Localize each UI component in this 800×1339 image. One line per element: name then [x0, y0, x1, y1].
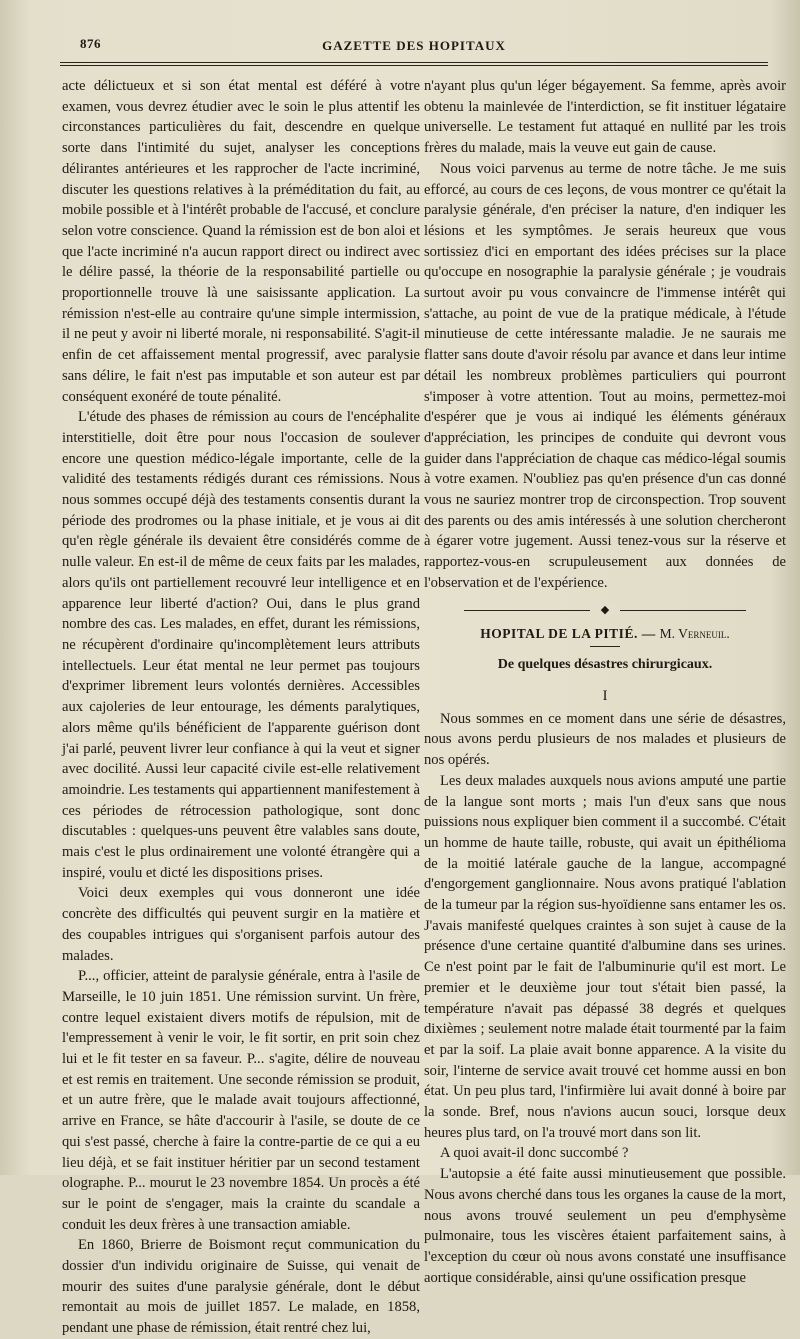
article-title: De quelques désastres chirurgicaux.: [497, 657, 713, 673]
left-column: [62, 76, 420, 1337]
header-rule: [60, 62, 768, 66]
hospital-name: HOPITAL DE LA PITIÉ. —: [480, 625, 656, 641]
page-number: 876: [80, 36, 101, 51]
page-header: [60, 28, 768, 64]
right-column: [424, 76, 786, 1286]
paragraph: n'ayant plus qu'un léger bégayement. Sa femme, après avoir obtenu la mainlevée de l'interdiction, se fit instituer légataire universelle. Le testament fut attaqué en nullité par les trois frères du malade, mais la veuve eut gain de cause.: [424, 78, 786, 157]
divider-ornament-icon: ◆: [590, 605, 620, 615]
paragraph: L'autopsie a été faite aussi minutieusement que possible. Nous avons cherché dans tous les organes la cause de la mort, nous avons trouvé seulement un peu d'emphysème pulmonaire, tous les viscères étaient parfaitement sains, à l'exception du cœur où nous avons constaté une insuffisance aortique considérable, ainsi qu'une ossification presque: [424, 1166, 786, 1286]
section-divider: [464, 604, 746, 618]
part-number: I: [602, 687, 608, 704]
short-rule: [590, 646, 620, 647]
paragraph: Les deux malades auxquels nous avions amputé une partie de la langue sont morts ; mais l'un d'eux sans que nous puissions nous expliquer bien comment il a succombé. C'était un homme de haute taille, robuste, qui avait un épithélioma de la moitié latérale gauche de la langue, accompagné d'engorgement ganglionnaire. Nous avons pratiqué l'ablation de la tumeur par la région sus-hyoïdienne sans entamer les os. J'avais manifesté quelques craintes à son sujet à cause de la présence d'une certaine quantité d'albumine dans ses urines. Ce n'est point par le fait de l'albuminurie qu'il est mort. Le premier et le deuxième jour tout s'était bien passé, la température n'avait pas dépassé 38 degrés et quelques dixièmes ; seulement notre malade était tourmenté par la faim et par la soif. La plaie avait bonne apparence. A la visite du soir, l'interne de service avait trouvé cet homme aussi en bon état. Un peu plus tard, l'infirmière lui avait donné à boire par la sonde. Bref, nous n'avions aucun souci, lorsque deux heures plus tard, on l'a trouvé mort dans son lit.: [424, 772, 786, 1141]
hospital-heading: [424, 624, 786, 645]
paragraph: Nous voici parvenus au terme de notre tâche. Je me suis efforcé, au cours de ces leçons, de vous montrer ce qu'était la paralysie générale, d'en préciser la nature, d'en indiquer les lésions et les symptômes. Je serais heureux que vous sortissiez d'ici en emportant des idées précises sur la place qu'occupe en nosographie la paralysie générale ; je voudrais surtout avoir pu vous convaincre de l'immense intérêt qui s'attache, au point de vue de la pratique médicale, à l'étude minutieuse de cette intéressante maladie. Je ne saurais me flatter sans doute d'avoir résolu par avance et dans leur intime détail les nombreux problèmes particuliers qui pourront s'imposer à votre attention. Tout au moins, permettez-moi d'espérer que je vous ai indiqué les éléments généraux d'appréciation, les principes de conduite qui devront vous guider dans l'appréciation de chaque cas médico-légal soumis à votre examen. N'oubliez pas qu'en présence d'un cas donné vous ne sauriez montrer trop de circonspection. Trop souvent des parents ou des amis intéressés à une solution chercheront à égarer votre jugement. Aussi tenez-vous sur la réserve et rapportez-vous-en scrupuleusement aux données de l'observation et de l'expérience.: [424, 160, 786, 591]
paragraph: Nous sommes en ce moment dans une série de désastres, nous avons perdu plusieurs de nos malades et plusieurs de nos opérés.: [424, 710, 786, 769]
doctor-name: M. Verneuil.: [659, 625, 730, 641]
paragraph: A quoi avait-il donc succombé ?: [440, 1145, 629, 1162]
paragraph: acte délictueux et si son état mental est déféré à votre examen, vous devrez étudier avec le soin le plus attentif les circonstances particulières du fait, descendre en quelque sorte dans l'intimité du sujet, analyser les conceptions délirantes antérieures et les rapprocher de l'acte incriminé, discuter les questions relatives à la préméditation du fait, au mobile possible et à l'intérêt probable de l'accusé, et conclure selon votre conscience. Quand la rémission est de bon aloi et que l'acte incriminé n'a aucun rapport direct ou indirect avec le délire passé, la théorie de la responsabilité partielle ou proportionnelle trouve là une saisissante application. La rémission n'est-elle au contraire qu'une simple intermission, il ne peut y avoir ni liberté morale, ni responsabilité. S'agit-il enfin de cet affaissement mental progressif, avec paralysie sans délire, le fait n'est pas imputable et son auteur est par conséquent exonéré de toute pénalité.: [62, 78, 420, 405]
paragraph: Voici deux exemples qui vous donneront une idée concrète des difficultés qui peuvent surgir en la matière et des coupables intrigues qui s'organisent parfois autour des malades.: [62, 885, 420, 964]
paragraph: En 1860, Brierre de Boismont reçut communication du dossier d'un individu originaire de Suisse, qui venait de mourir des suites d'une paralysie générale, dont le début remontait au mois de juillet 1857. Le malade, en 1858, pendant une phase de rémission, était rentré chez lui,: [62, 1237, 420, 1337]
paragraph: P..., officier, atteint de paralysie générale, entra à l'asile de Marseille, le 10 juin 1851. Une rémission survint. Un frère, contre lequel existaient divers motifs de répulsion, mit de l'empressement à venir le voir, le fit sortir, en prit soin chez lui et le fit tester en sa faveur. P... s'agite, délire de nouveau et est remis en traitement. Une seconde rémission se produit, et un autre frère, que le malade avait toujours affectionné, arrive en France, se hâte d'accourir à l'asile, se doute de ce qui s'est passé, cherche à faire la contre-partie de ce qui a eu lieu déjà, et se fait instituer héritier par un second testament olographe. P... mourut le 23 novembre 1854. Un procès a été sur le point de s'engager, mais la crainte du scandale a conduit les deux frères à une transaction amiable.: [62, 968, 420, 1233]
paragraph: L'étude des phases de rémission au cours de l'encéphalite interstitielle, doit être pour nous l'occasion de soulever encore une question médico-légale importante, celle de la validité des testaments rédigés durant ces rémissions. Nous nous sommes occupé déjà des testaments consentis durant la période des prodromes ou la phase initiale, et je vous ai dit qu'en règle générale ils devaient être considérés comme de nulle valeur. En est-il de même de ceux faits par les malades, alors qu'ils ont partiellement recouvré leur intelligence et en apparence leur liberté d'action? Oui, dans le plus grand nombre des cas. Les malades, en effet, durant les rémissions, ne récupèrent d'ordinaire qu'incomplètement leurs attributs intellectuels. Leur état mental ne leur permet pas toujours d'exprimer librement leurs volontés dernières. Accessibles aux cajoleries de leur entourage, les déments paralytiques, alors même qu'ils bénéficient de l'apparente guérison dont j'ai parlé, peuvent livrer leur confiance à qui la veut et signer avec docilité. Aussi leur capacité civile est-elle relativement amoindrie. Les testaments qui appartiennent manifestement à ces périodes de rétrocession pathologique, sont donc discutables : quelques-uns peuvent être valables sans doute, mais c'est le plus ordinairement une volonté étrangère qui a inspiré, voulu et dicté les dispositions prises.: [62, 409, 420, 881]
journal-title: GAZETTE DES HOPITAUX: [322, 38, 506, 53]
